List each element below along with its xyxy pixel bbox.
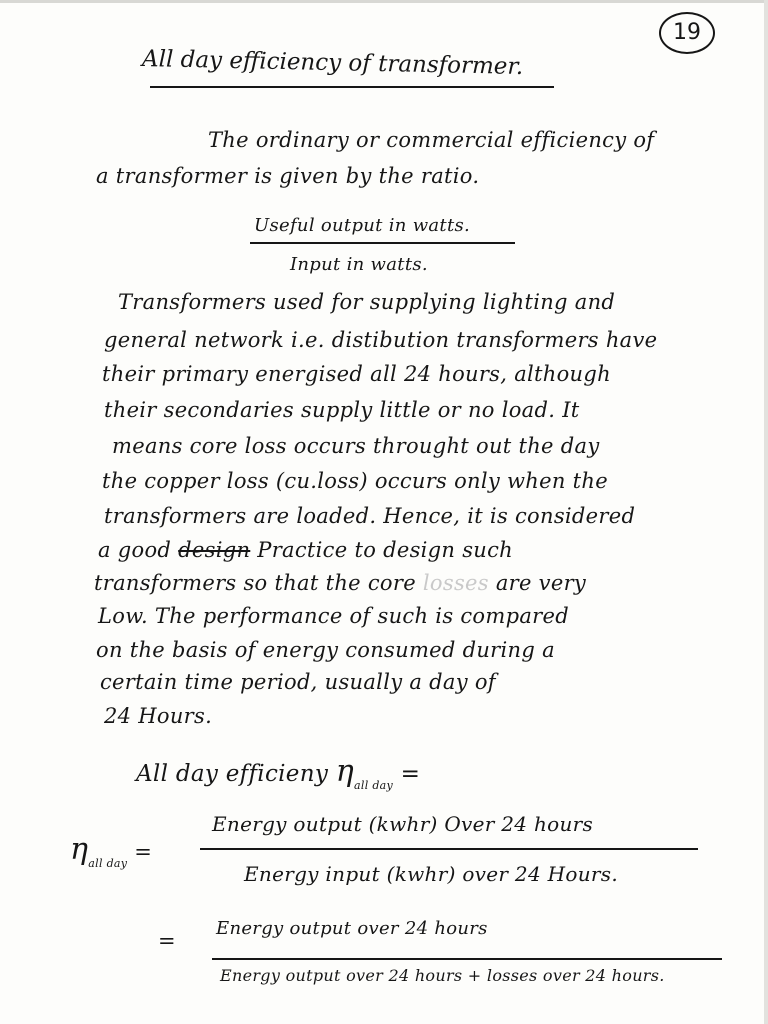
- paragraph-line: on the basis of energy consumed during a: [96, 638, 555, 662]
- scan-edge: [0, 0, 768, 3]
- formula-label-line: [136, 754, 421, 792]
- paragraph-line: their secondaries supply little or no load. It: [104, 398, 580, 422]
- equals-sign: =: [158, 929, 176, 953]
- title-underline: [150, 86, 554, 88]
- ratio-bar: [250, 242, 515, 244]
- paragraph-line: [98, 538, 513, 562]
- text-run: Practice to design such: [257, 538, 514, 562]
- scan-edge: [764, 0, 768, 1024]
- equals-sign: =: [400, 761, 421, 787]
- text-run: are very: [495, 571, 587, 595]
- paragraph-line: certain time period, usually a day of: [100, 670, 496, 694]
- eta-subscript: all day: [88, 857, 128, 870]
- paragraph-line: 24 Hours.: [104, 704, 213, 728]
- text-run: a good: [98, 538, 172, 562]
- fraction-denominator: Energy output over 24 hours + losses over 24 hours.: [220, 966, 665, 985]
- formula-label: All day efficieny: [136, 761, 329, 787]
- equals-sign: =: [134, 840, 153, 864]
- paragraph-line: their primary energised all 24 hours, although: [102, 362, 611, 386]
- faded-word: losses: [422, 571, 489, 595]
- eta-symbol: η: [70, 832, 89, 867]
- intro-line: The ordinary or commercial efficiency of: [208, 128, 655, 152]
- eta-symbol: η: [335, 754, 355, 789]
- eta-subscript: all day: [354, 779, 394, 792]
- intro-line: a transformer is given by the ratio.: [96, 164, 480, 188]
- fraction-numerator: Energy output over 24 hours: [216, 918, 488, 939]
- paragraph-line: Low. The performance of such is compared: [98, 604, 569, 628]
- ratio-denominator: Input in watts.: [290, 254, 428, 275]
- struck-word: design: [178, 538, 251, 562]
- paragraph-line: general network i.e. distibution transformers have: [104, 328, 658, 352]
- page-title: All day efficiency of transformer.: [141, 46, 524, 80]
- paragraph-line: Transformers used for supplying lighting and: [118, 290, 616, 314]
- fraction-bar: [200, 848, 698, 850]
- paragraph-line: means core loss occurs throught out the day: [112, 434, 600, 458]
- page-number: 19: [659, 12, 715, 54]
- paragraph-line: transformers are loaded. Hence, it is considered: [104, 504, 636, 528]
- fraction-bar: [212, 958, 722, 960]
- ratio-numerator: Useful output in watts.: [254, 215, 471, 236]
- fraction-denominator: Energy input (kwhr) over 24 Hours.: [244, 862, 618, 886]
- formula-lhs: [70, 832, 153, 870]
- fraction-numerator: Energy output (kwhr) Over 24 hours: [212, 812, 594, 836]
- paragraph-line: the copper loss (cu.loss) occurs only when the: [102, 469, 608, 493]
- text-run: transformers so that the core: [94, 571, 416, 595]
- paragraph-line: [94, 571, 586, 595]
